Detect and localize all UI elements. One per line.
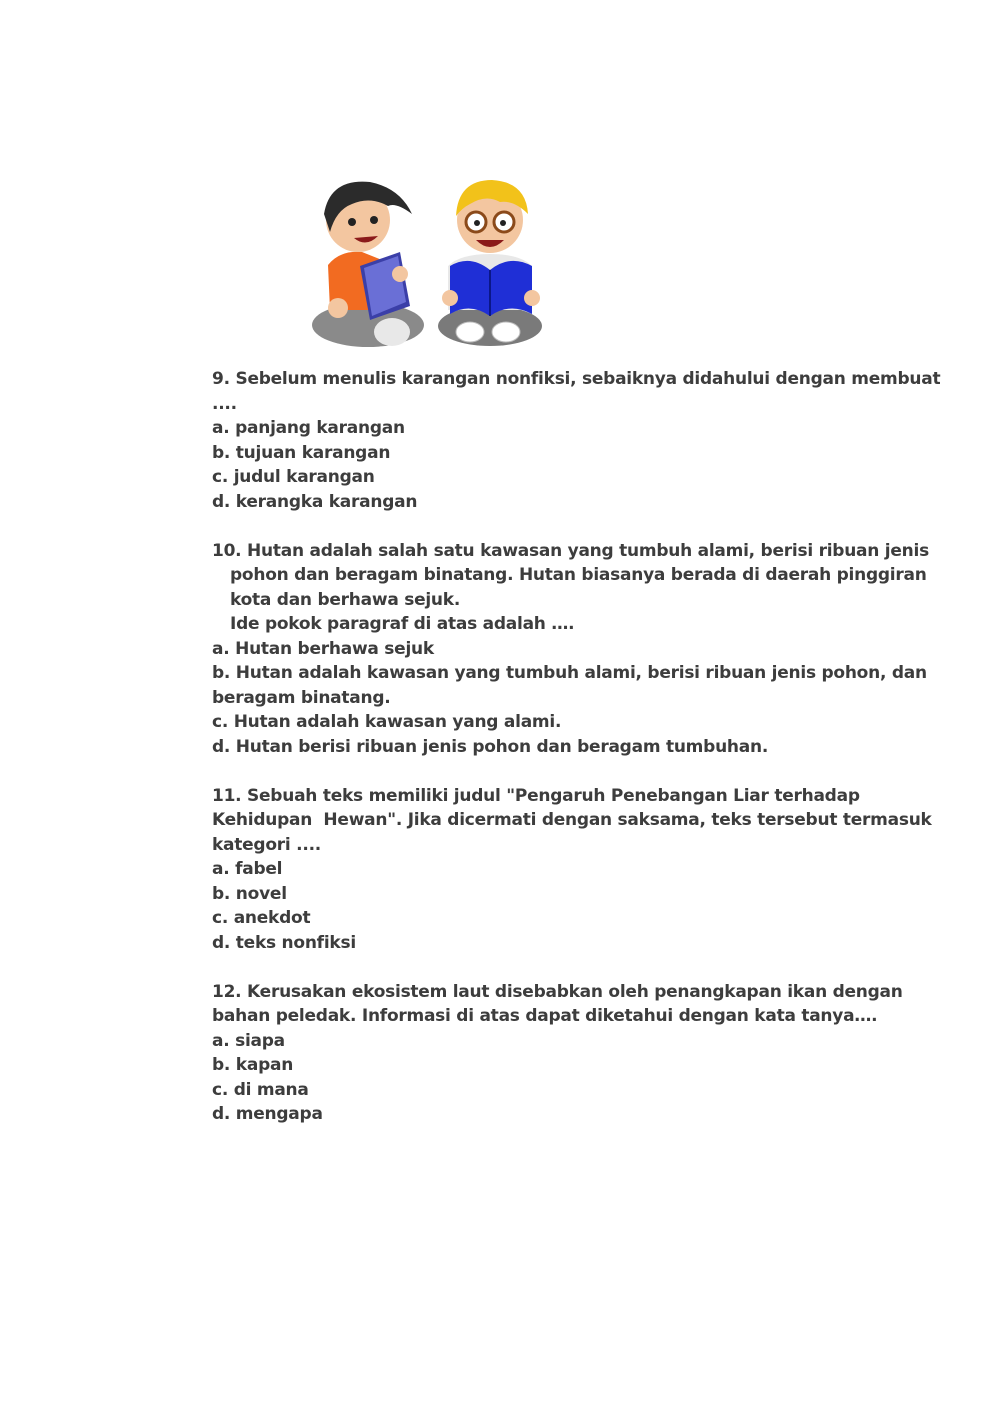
question-stem-line: 12. Kerusakan ekosistem laut disebabkan oleh penangkapan ikan dengan — [212, 981, 903, 1002]
question-stem-line: bahan peledak. Informasi di atas dapat diketahui dengan kata tanya…. — [212, 1006, 878, 1026]
answer-option: c. Hutan adalah kawasan yang alami. — [212, 712, 562, 732]
answer-option-continued: beragam binatang. — [212, 687, 391, 708]
question-10 — [212, 539, 929, 760]
question-stem-line: 10. Hutan adalah salah satu kawasan yang tumbuh alami, berisi ribuan jenis — [212, 540, 929, 561]
question-stem-line: kota dan berhawa sejuk. — [230, 589, 461, 610]
answer-option: d. Hutan berisi ribuan jenis pohon dan beragam tumbuhan. — [212, 736, 769, 757]
boy-reading-left — [312, 182, 424, 347]
question-9 — [212, 367, 941, 514]
answer-option: d. teks nonfiksi — [212, 932, 356, 953]
kids-reading-illustration — [300, 170, 550, 355]
answer-option: c. anekdot — [212, 908, 311, 928]
answer-option: d. kerangka karangan — [212, 491, 418, 512]
question-11 — [212, 784, 932, 956]
question-stem-line: 9. Sebelum menulis karangan nonfiksi, sebaiknya didahului dengan membuat — [212, 369, 941, 389]
boy-reading-right — [438, 180, 542, 346]
answer-option: b. tujuan karangan — [212, 442, 391, 463]
answer-option: a. Hutan berhawa sejuk — [212, 638, 434, 659]
question-list — [212, 367, 941, 1151]
answer-option: c. di mana — [212, 1079, 309, 1100]
answer-option: a. siapa — [212, 1030, 285, 1051]
question-stem-line: pohon dan beragam binatang. Hutan biasanya berada di daerah pinggiran — [230, 565, 927, 585]
question-stem-line: .... — [212, 393, 237, 414]
question-stem-line: Ide pokok paragraf di atas adalah …. — [230, 614, 575, 634]
answer-option: c. judul karangan — [212, 467, 375, 487]
question-stem-line: 11. Sebuah teks memiliki judul "Pengaruh Penebangan Liar terhadap — [212, 785, 860, 806]
answer-option: a. fabel — [212, 859, 283, 879]
question-12 — [212, 980, 903, 1127]
answer-option: b. Hutan adalah kawasan yang tumbuh alami, berisi ribuan jenis pohon, dan — [212, 663, 927, 683]
answer-option: b. kapan — [212, 1055, 294, 1075]
answer-option: b. novel — [212, 883, 287, 904]
answer-option: d. mengapa — [212, 1104, 323, 1124]
question-stem-line: Kehidupan Hewan". Jika dicermati dengan saksama, teks tersebut termasuk — [212, 810, 932, 830]
question-stem-line: kategori .... — [212, 834, 321, 855]
answer-option: a. panjang karangan — [212, 418, 405, 438]
